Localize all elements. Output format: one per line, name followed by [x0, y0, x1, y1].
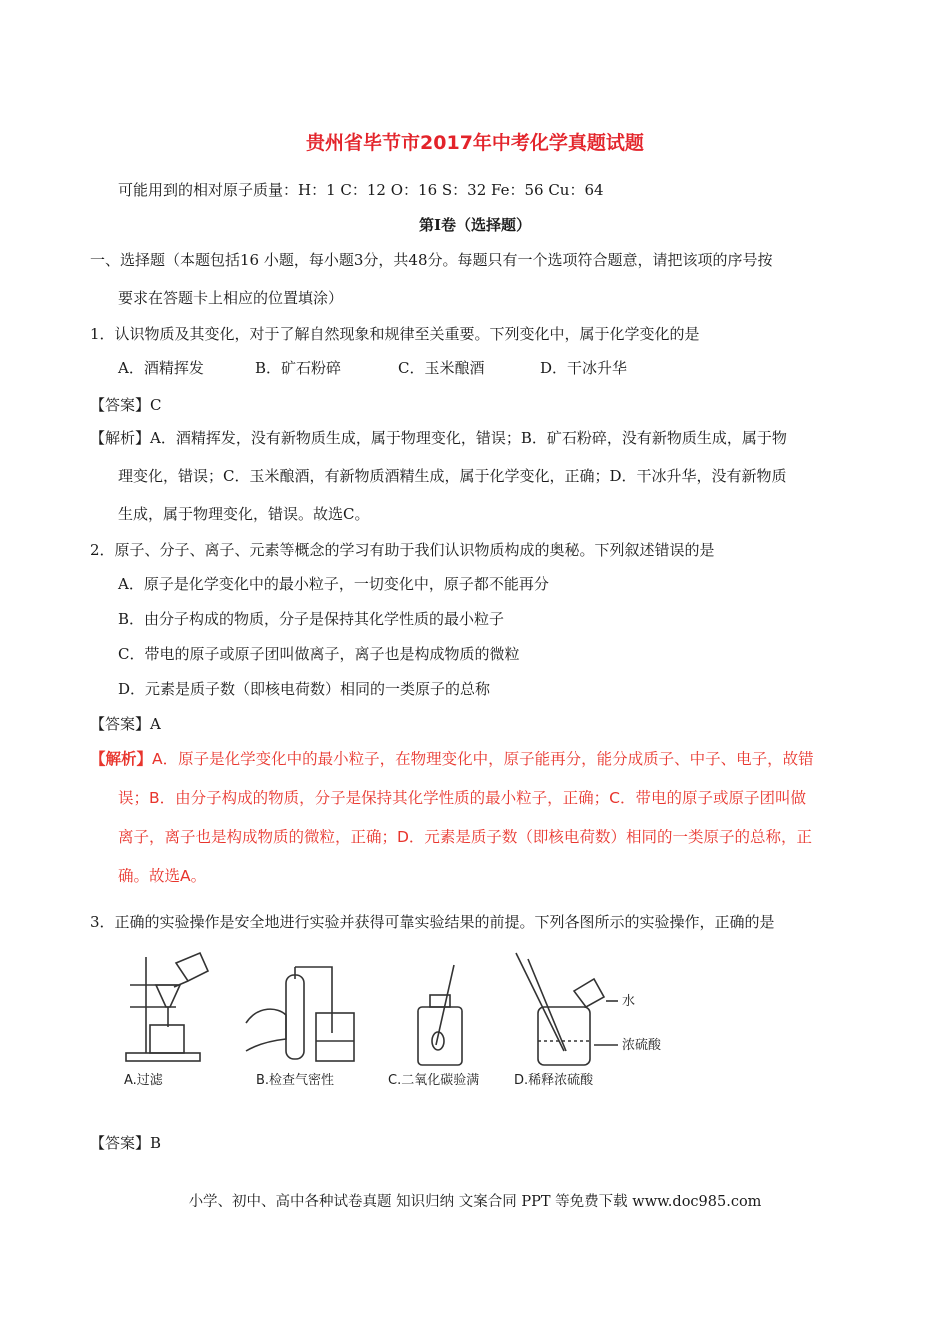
label-concentrated-acid: 浓硫酸 [622, 1038, 662, 1053]
q2-analysis-line-1 [90, 747, 814, 769]
q1-answer: 【答案】C [90, 396, 162, 414]
q2-option-a: A．原子是化学变化中的最小粒子，一切变化中，原子都不能再分 [118, 575, 549, 593]
q2-option-b: B．由分子构成的物质，分子是保持其化学性质的最小粒子 [118, 610, 505, 628]
filtration-apparatus [126, 953, 208, 1061]
label-water: 水 [622, 994, 636, 1009]
page-title: 贵州省毕节市2017年中考化学真题试题 [306, 132, 644, 154]
page-footer: 小学、初中、高中各种试卷真题 知识归纳 文案合同 PPT 等免费下载 www.doc985.com [188, 1194, 762, 1210]
q2-option-d: D．元素是质子数（即核电荷数）相同的一类原子的总称 [118, 680, 491, 698]
q3-answer: 【答案】B [90, 1134, 162, 1152]
caption-b: B.检查气密性 [256, 1073, 335, 1088]
q1-analysis-line-3: 生成，属于物理变化，错误。故选C。 [118, 505, 370, 523]
caption-c: C.二氧化碳验满 [388, 1073, 480, 1088]
q1-analysis-line-2: 理变化，错误；C．玉米酿酒，有新物质酒精生成，属于化学变化，正确；D．干冰升华，没有新物质 [118, 467, 787, 485]
atomic-mass-line: 可能用到的相对原子质量：H：1 C：12 O：16 S：32 Fe：56 Cu：64 [118, 181, 604, 199]
q2-analysis-label: 【解析】 [90, 750, 153, 768]
section-title: 第Ⅰ卷（选择题） [418, 216, 532, 234]
co2-check-apparatus [418, 965, 462, 1065]
airtightness-apparatus [246, 967, 354, 1061]
q1-option-b: B．矿石粉碎 [255, 359, 342, 377]
instruction-line-1: 一、选择题（本题包括16 小题，每小题3分，共48分。每题只有一个选项符合题意，请把该项的序号按 [90, 251, 773, 269]
q1-option-d: D．干冰升华 [540, 359, 628, 377]
q2-analysis-line-2: 误；B．由分子构成的物质，分子是保持其化学性质的最小粒子，正确；C．带电的原子或原子团叫做 [118, 789, 806, 807]
instruction-line-2: 要求在答题卡上相应的位置填涂） [118, 289, 344, 307]
q2-analysis-line-4: 确。故选A。 [118, 867, 207, 885]
q1-stem: 1．认识物质及其变化，对于了解自然现象和规律至关重要。下列变化中，属于化学变化的是 [90, 325, 700, 343]
q3-stem: 3．正确的实验操作是安全地进行实验并获得可靠实验结果的前提。下列各图所示的实验操作，正确的是 [90, 913, 775, 931]
caption-a: A.过滤 [124, 1073, 163, 1088]
q2-option-c: C．带电的原子或原子团叫做离子，离子也是构成物质的微粒 [118, 645, 520, 663]
q1-analysis-line-1: 【解析】A．酒精挥发，没有新物质生成，属于物理变化，错误；B．矿石粉碎，没有新物质生成，属于物 [90, 429, 787, 447]
q2-stem: 2．原子、分子、离子、元素等概念的学习有助于我们认识物质构成的奥秘。下列叙述错误的是 [90, 541, 715, 559]
lab-operations-figure [118, 945, 778, 1105]
caption-d: D.稀释浓硫酸 [514, 1073, 594, 1088]
acid-dilution-apparatus [516, 953, 618, 1065]
q2-analysis-line-3: 离子，离子也是构成物质的微粒，正确；D．元素是质子数（即核电荷数）相同的一类原子的总称，正 [118, 828, 812, 846]
q2-analysis-text-1: A．原子是化学变化中的最小粒子，在物理变化中，原子能再分，能分成质子、中子、电子，故错 [152, 750, 814, 768]
q1-option-a: A．酒精挥发 [118, 359, 204, 377]
q2-answer: 【答案】A [90, 715, 161, 733]
q1-option-c: C．玉米酿酒 [398, 359, 485, 377]
